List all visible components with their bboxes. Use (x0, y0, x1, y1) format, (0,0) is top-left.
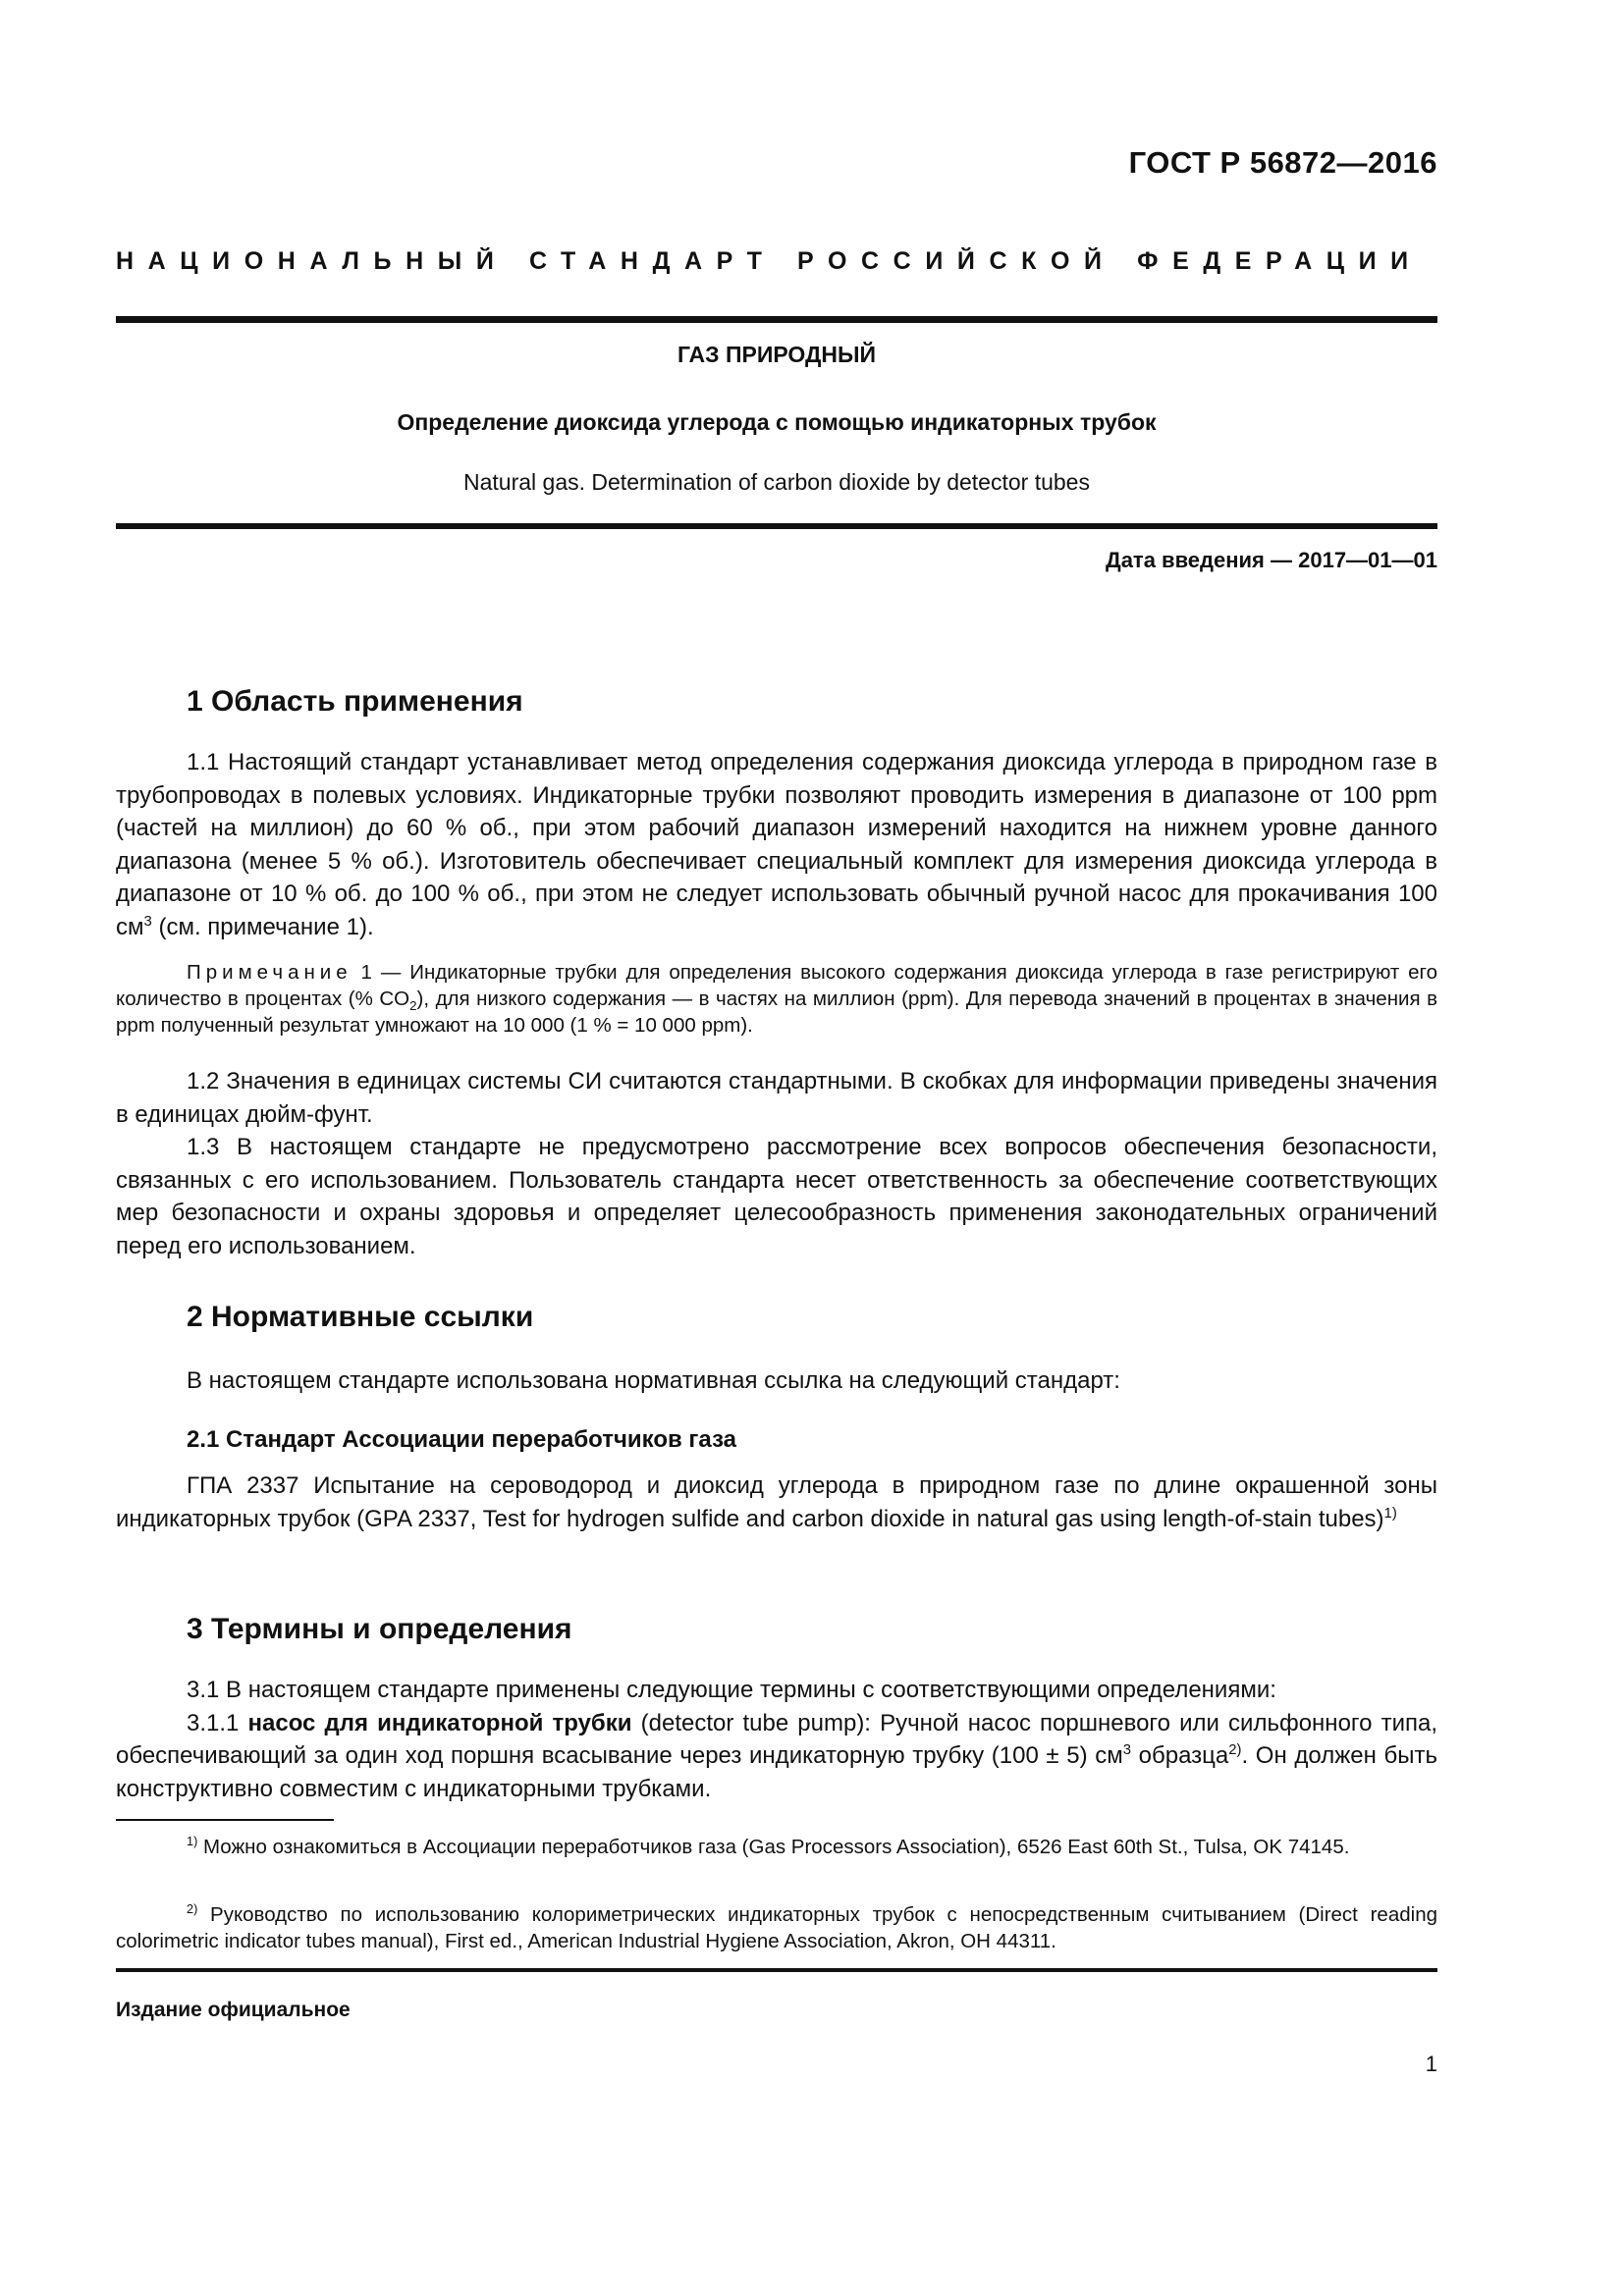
section-1-heading: 1 Область применения (187, 685, 523, 718)
header-thick-rule (116, 316, 1437, 323)
note-1: Примечание 1 — Индикаторные трубки для определения высокого содержания диоксида углерода в газе регистрируют его количество в процентах (% $CO_2$), для низкого содержания — в частях на миллион (ppm). Для перевода значений в процентах в значения в ppm полученный результат умножают на 10 000 (1 % = 10 000 ppm). (116, 961, 1437, 1037)
note-label: Примечание (187, 961, 352, 984)
footer-rule (116, 1968, 1437, 1972)
paragraph-1-2: 1.2 Значения в единицах системы СИ считаются стандартными. В скобках для информации приведены значения в единицах дюйм-фунт. (116, 1068, 1437, 1128)
footnote-separator (116, 1819, 334, 1821)
national-standard-banner: НАЦИОНАЛЬНЫЙ СТАНДАРТ РОССИЙСКОЙ ФЕДЕРАЦИИ (116, 247, 1423, 275)
official-edition-label: Издание официальное (116, 1999, 351, 2021)
section-3-heading: 3 Термины и определения (187, 1613, 572, 1645)
footnote-2: $^{2)}$ Руководство по использованию колориметрических индикаторных трубок с непосредственным считыванием (Direct reading colorimetric indicator tubes manual), First ed., American Industrial Hygiene Association, Akron, OH 44311. (116, 1901, 1437, 1952)
page-number: 1 (1425, 2052, 1437, 2076)
section-2-intro: В настоящем стандарте использована нормативная ссылка на следующий стандарт: (187, 1367, 1120, 1394)
normative-reference: ГПА 2337 Испытание на сероводород и диоксид углерода в природном газе по длине окрашенной зоны индикаторных трубок (GPA 2337, Test for hydrogen sulfide and carbon dioxide in natural gas using length-of-stain tubes)$^{1)}$ (116, 1472, 1437, 1532)
subsection-2-1-heading: 2.1 Стандарт Ассоциации переработчиков газа (187, 1426, 737, 1453)
term-detector-tube-pump: насос для индикаторной трубки (247, 1709, 632, 1736)
footnote-1: $^{1)}$ Можно ознакомиться в Ассоциации переработчиков газа (Gas Processors Association), 6526 East 60th St., Tulsa, OK 74145. (187, 1834, 1350, 1858)
title-thick-rule (116, 523, 1437, 529)
introduction-date: Дата введения — 2017—01—01 (1106, 548, 1437, 572)
paragraph-1-3: 1.3 В настоящем стандарте не предусмотрено рассмотрение всех вопросов обеспечения безопасности, связанных с его использованием. Пользователь стандарта несет ответственность за обеспечение соответствующих мер безопасности и охраны здоровья и определяет целесообразность применения законодательных ограничений перед его использованием. (116, 1134, 1437, 1259)
paragraph-1-1: 1.1 Настоящий стандарт устанавливает метод определения содержания диоксида углерода в природном газе в трубопроводах в полевых условиях. Индикаторные трубки позволяют проводить измерения в диапазоне от 100 ppm (частей на миллион) до 60 % об., при этом рабочий диапазон измерений находится на нижнем уровне данного диапазона (менее 5 % об.). Изготовитель обеспечивает специальный комплект для измерения диоксида углерода в диапазоне от 10 % об. до 100 % об., при этом не следует использовать обычный ручной насос для прокачивания 100 $см^3$ (см. примечание 1). (116, 749, 1437, 940)
paragraph-3-1-1: 3.1.1 насос для индикаторной трубки (detector tube pump): Ручной насос поршневого или сильфонного типа, обеспечивающий за один ход поршня всасывание через индикаторную трубку (100 ± 5) $см^3$ образца$^{2)}$. Он должен быть конструктивно совместим с индикаторными трубками. (116, 1709, 1438, 1802)
document-number: ГОСТ Р 56872—2016 (1128, 145, 1437, 180)
section-3-body (116, 1674, 1437, 1805)
english-title: Natural gas. Determination of carbon dioxide by detector tubes (463, 469, 1090, 495)
document-subtitle: Определение диоксида углерода с помощью индикаторных трубок (397, 409, 1157, 435)
paragraph-1-2-and-1-3 (116, 1065, 1437, 1262)
paragraph-3-1: 3.1 В настоящем стандарте применены следующие термины с соответствующими определениями: (187, 1677, 1276, 1703)
section-2-heading: 2 Нормативные ссылки (187, 1301, 534, 1333)
document-title: ГАЗ ПРИРОДНЫЙ (677, 342, 877, 367)
